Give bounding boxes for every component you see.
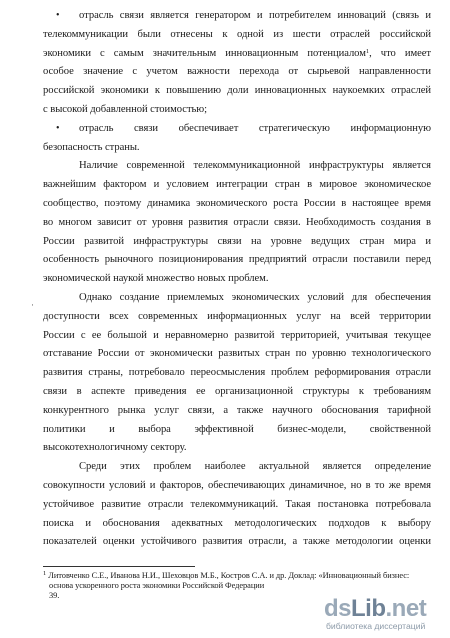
text-line: конкурентного рынка услуг связи, а также научного обоснования тарифной	[43, 405, 431, 416]
text-line: показателей оценки устойчивого развития отрасли, а также методологии оценки	[43, 536, 431, 547]
footnote-line: 39.	[49, 591, 60, 600]
footnote-marker: 1	[43, 570, 47, 577]
text-line: особенность рыночного позиционирования предприятий отрасли поставили перед	[43, 254, 431, 265]
text-line: поиска и обоснования адекватных методологических подходов к выбору	[43, 518, 431, 529]
text-line: связи в аспекте приведения ее организационной структуры к требованиям	[43, 386, 431, 397]
watermark-logo: dsLib.net	[324, 595, 427, 622]
text-line: российской экономики к повышению доли инновационных наукоемких отраслей	[43, 85, 431, 96]
text-line: доступности всех современных информационных услуг на всей территории	[43, 311, 431, 322]
text-line: России развитой инфраструктуры связи на уровне ведущих стран мира и	[43, 236, 431, 247]
text-line: Наличие современной телекоммуникационной инфраструктуры является	[79, 160, 431, 171]
text-line: Среди этих проблем наиболее актуальной является определение	[79, 461, 431, 472]
text-segment: , что имеет	[369, 48, 432, 59]
footnote-line: основа ускоренного роста экономики Российской Федерации	[49, 581, 265, 590]
dslib-watermark	[324, 596, 442, 632]
text-line	[43, 47, 431, 60]
footnote-ref[interactable]: 1	[365, 48, 370, 55]
text-line: телекоммуникации были отнесены к одной из шести отраслей российской	[43, 29, 431, 40]
watermark-subtitle: библиотека диссертаций	[326, 621, 426, 631]
text-line: с высокой добавленной стоимостью;	[43, 104, 208, 115]
text-line: совокупности условий и факторов, обеспечивающих динамичное, но в то же время	[43, 480, 431, 491]
text-line: развития страны, потребовало переосмысления проблем реформирования отрасли	[43, 367, 431, 378]
text-line: высокотехнологичному сектору.	[43, 442, 187, 453]
text-line: сообщество, поэтому динамика экономического роста России в настоящее время	[43, 198, 431, 209]
text-line: политики и выбора эффективной бизнес-модели, свойственной	[43, 424, 431, 435]
bullet-marker: •	[56, 10, 60, 21]
text-line: устойчивое развитие отрасли телекоммуникаций. Такая постановка потребовала	[43, 499, 431, 510]
footnote-line	[43, 571, 409, 581]
bullet-marker: •	[56, 123, 60, 134]
footnote-text: Литовченко С.Е., Иванова Н.И., Шеховцов М.Б., Костров С.А. и др. Доклад: «Инновационный бизнес:	[48, 571, 410, 580]
text-line: России с ее большой и неравномерно развитой территорией, учитывая текущее	[43, 330, 431, 341]
text-segment: экономики с самым значительным инновационным потенциалом	[43, 48, 366, 59]
text-line: отставание России от экономически развитых стран по уровню технологического	[43, 348, 431, 359]
footnote-divider	[43, 566, 195, 567]
margin-mark: ·	[31, 300, 34, 310]
text-line: во многом зависит от уровня развития отрасли связи. Необходимость создания в	[43, 217, 431, 228]
text-line: безопасность страны.	[43, 142, 140, 153]
text-line: особое значение с учетом важности перехода от сырьевой направленности	[43, 66, 431, 77]
text-line: важнейшим фактором и условием интеграции стран в мировое экономическое	[43, 179, 431, 190]
text-line: отрасль связи является генератором и потребителем инноваций (связь и	[79, 10, 431, 21]
text-line: отрасль связи обеспечивает стратегическую информационную	[79, 123, 431, 134]
text-line: Однако создание приемлемых экономических условий для обеспечения	[79, 292, 431, 303]
text-line: экономической наукой множество новых проблем.	[43, 273, 269, 284]
